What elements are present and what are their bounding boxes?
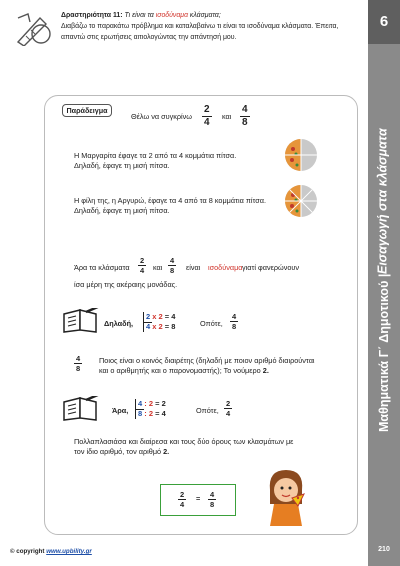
activity-instructions: Διαβάζω το παρακάτω πρόβλημα και καταλαβαίνω τι είναι τα ισοδύναμα κλάσματα. Έπειτα, απαντώ στις ερωτήσεις αιτιολογώντας την απάντησή μου. — [61, 23, 339, 41]
side-unit: Εισαγωγή στα κλάσματα — [375, 127, 390, 274]
compare-text: Θέλω να συγκρίνω — [131, 112, 192, 121]
divide-label: Άρα, — [112, 406, 129, 415]
activity-title: Δραστηριότητα 11: Τι είναι τα ισοδύναμα κλάσματα; — [61, 12, 221, 19]
margarita-line-1: Η Μαργαρίτα έφαγε τα 2 από τα 4 κομμάτια πίτσα. — [74, 151, 237, 160]
footer-copyright: © copyright www.upbility.gr — [10, 548, 92, 555]
multiply-fraction-bar — [144, 322, 152, 323]
equivalence-suffix: γιατί φανερώνουν — [242, 263, 300, 272]
argyro-line-1: Η φίλη της, η Αργυρώ, έφαγε τα 4 από τα 8 κομμάτια πίτσα. — [74, 196, 267, 205]
side-title — [369, 60, 399, 500]
multiply-row-2: 4 x 2 = 8 — [146, 322, 176, 331]
divide-row-2: 8 : 2 = 4 — [138, 409, 166, 418]
geometry-tools-icon — [14, 12, 54, 46]
side-subject: Μαθηματικά Γ΄ Δημοτικού | — [377, 273, 391, 433]
footer-site-link[interactable]: www.upbility.gr — [46, 548, 92, 555]
equivalence-and: και — [153, 263, 163, 272]
fraction-4-8-inline: $\frac{4}{8}$ — [170, 256, 175, 275]
divisor-text-2: και ο αριθμητής και ο παρονομαστής); Το νούμερο 2. — [99, 366, 269, 375]
equivalence-line-2: ίσα μέρη της ακέραιης μονάδας. — [74, 280, 178, 289]
conclusion-line-2: τον ίδιο αριθμό, τον αριθμό 2. — [74, 447, 170, 456]
pizza-eighths-icon — [284, 184, 318, 218]
page-number: 210 — [378, 546, 390, 553]
book-pencil-icon — [62, 396, 102, 422]
answer-right-fraction: $\frac{4}{8}$ — [210, 490, 215, 509]
argyro-line-2: Δηλαδή, έφαγε τη μισή πίτσα. — [74, 206, 170, 215]
answer-equals: = — [196, 494, 201, 503]
equivalence-are: είναι — [186, 263, 201, 272]
divisor-text-1: Ποιος είναι ο κοινός διαιρέτης (δηλαδή με ποιον αριθμό διαιρούνται — [99, 356, 315, 365]
fraction-2-4: $\frac{2}{4}$ — [204, 104, 210, 128]
conclusion-line-1: Πολλαπλασιάσα και διαίρεσα και τους δύο όρους των κλασμάτων με — [74, 437, 294, 446]
chapter-tab: 6 — [368, 0, 400, 44]
fraction-2-4-inline: $\frac{2}{4}$ — [140, 256, 145, 275]
divide-result: $\frac{2}{4}$ — [226, 399, 231, 418]
example-badge: Παράδειγμα — [62, 104, 112, 117]
and-text: και — [222, 112, 232, 121]
book-pencil-icon — [62, 308, 102, 334]
fraction-4-8: $\frac{4}{8}$ — [242, 104, 248, 128]
answer-left-fraction: $\frac{2}{4}$ — [180, 490, 185, 509]
divide-row-1: 4 : 2 = 2 — [138, 399, 166, 408]
divide-fraction-bar — [136, 409, 144, 410]
multiply-result: $\frac{4}{8}$ — [232, 312, 237, 331]
fraction-4-8-question: $\frac{4}{8}$ — [76, 354, 81, 373]
divide-then: Οπότε, — [196, 406, 219, 415]
multiply-then: Οπότε, — [200, 319, 223, 328]
pizza-quarters-icon — [284, 138, 318, 172]
multiply-label: Δηλαδή, — [104, 319, 134, 328]
margarita-line-2: Δηλαδή, έφαγε τη μισή πίτσα. — [74, 161, 170, 170]
equivalence-highlight: ισοδύναμα — [208, 263, 243, 272]
multiply-row-1: 2 x 2 = 4 — [146, 312, 176, 321]
activity-header — [61, 10, 361, 43]
girl-eating-pizza-illustration — [262, 468, 310, 526]
equivalence-prefix: Άρα τα κλάσματα — [74, 263, 130, 272]
